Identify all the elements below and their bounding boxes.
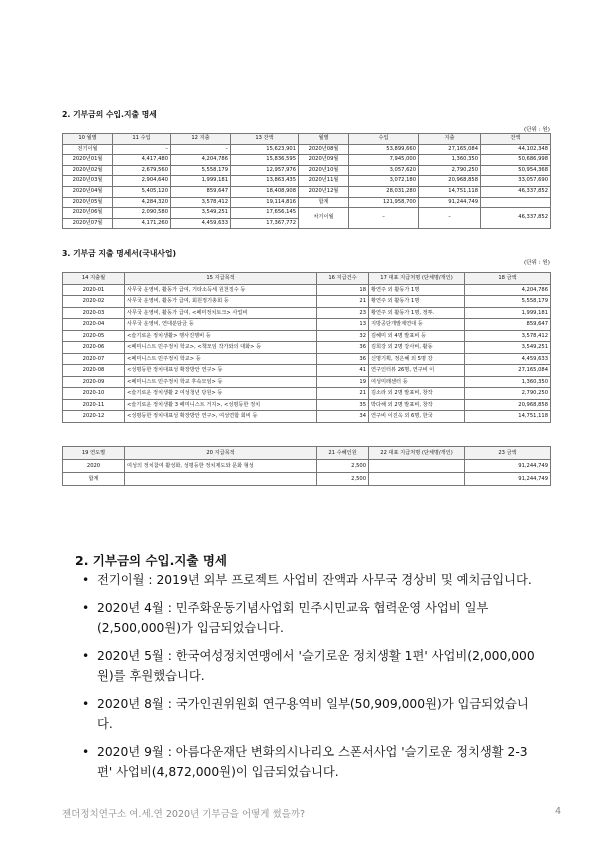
table-cell: 3,057,620 (349, 165, 419, 176)
table-cell: 사무국 운영비, 연대분담금 등 (125, 319, 317, 331)
table-cell: 2020년03월 (63, 176, 113, 187)
annual-summary-table (62, 446, 551, 486)
table-cell: 2020-01 (63, 284, 125, 296)
table-cell: – (113, 144, 171, 155)
carry-cell: – (419, 208, 481, 229)
table-cell: 2020년10월 (299, 165, 349, 176)
table-cell (369, 460, 465, 473)
table-cell: 19,114,816 (231, 197, 299, 208)
table-cell: 28,031,280 (349, 186, 419, 197)
table-cell: 50,686,998 (481, 155, 551, 166)
table-cell: 3,578,412 (465, 330, 551, 342)
table-cell: 여성의 정치참여 활성화, 성평등한 정치제도와 문화 형성 (125, 460, 317, 473)
table-cell: 3,578,412 (171, 197, 231, 208)
table-cell: 2020-02 (63, 296, 125, 308)
table-cell: 17,367,772 (231, 218, 299, 229)
table-cell: 4,417,480 (113, 155, 171, 166)
carry-balance: 46,337,852 (481, 208, 551, 229)
table-cell: 2020년06월 (63, 208, 113, 219)
table-cell: 15,623,901 (231, 144, 299, 155)
table-cell: 3,072,180 (349, 176, 419, 187)
table-cell: 지방공단개발제연대 등 (369, 319, 465, 331)
scanned-financial-statement (62, 100, 550, 512)
column-header: 18 금액 (465, 273, 551, 285)
table-cell: 황연주 외 활동가 1명 (369, 296, 465, 308)
table-cell: 44,102,348 (481, 144, 551, 155)
bullet-list (75, 570, 535, 790)
table-cell (369, 473, 465, 486)
table-cell: 18,408,908 (231, 186, 299, 197)
table-cell: <성평등한 정치대표성 확장방안 연구> 등 (125, 365, 317, 377)
table-cell: 1,360,350 (465, 376, 551, 388)
column-header: 13 잔액 (231, 134, 299, 145)
table-row (63, 353, 551, 365)
table-row (63, 460, 551, 473)
table-cell: 2020-03 (63, 307, 125, 319)
table-cell: 2020-08 (63, 365, 125, 377)
table-cell: 20,968,858 (465, 399, 551, 411)
column-header: 수입 (349, 134, 419, 145)
table-cell: 27,165,084 (465, 365, 551, 377)
total-row (63, 473, 551, 486)
section1-title: 2. 기부금의 수입.지출 명세 (62, 110, 157, 119)
table-row (63, 388, 551, 400)
table-cell: 27,165,084 (419, 144, 481, 155)
table-cell: 4,171,260 (113, 218, 171, 229)
table-cell: 91,244,749 (465, 473, 551, 486)
table-cell: 34 (317, 411, 369, 423)
table-cell: 황연주 외 활동가 1명, 정투. (369, 307, 465, 319)
table-cell: 35 (317, 399, 369, 411)
table-cell: 2020년04월 (63, 186, 113, 197)
bullet-item: • 2020년 8월 : 국가인권위원회 연구용역비 일부(50,909,000원)가 입금되었습니다. (75, 694, 535, 734)
table-cell: 여성미래센터 등 (369, 376, 465, 388)
table-cell: 연구인터뷰 26명, 연구비 이 (369, 365, 465, 377)
table-cell: 합계 (299, 197, 349, 208)
table-cell: 4,204,786 (465, 284, 551, 296)
table-cell: 20,968,858 (419, 176, 481, 187)
table-row (63, 197, 551, 208)
table-cell: <성평등한 정치대표성 확장방안 연구>, 여성연합 회비 등 (125, 411, 317, 423)
table-header-row (63, 447, 551, 460)
table-cell: 13 (317, 319, 369, 331)
table-cell (481, 197, 551, 208)
table-cell: 2020-09 (63, 376, 125, 388)
footer-text: 젠더정치연구소 여.세.연 2020년 기부금을 어떻게 썼을까? (62, 809, 306, 820)
table-cell: 14,751,118 (419, 186, 481, 197)
table-row (63, 319, 551, 331)
table-cell: 2020-12 (63, 411, 125, 423)
table-cell: 2020-07 (63, 353, 125, 365)
table-cell: 5,558,179 (171, 165, 231, 176)
table-cell: 신명기획, 정은혜 외 5명 강 (369, 353, 465, 365)
column-header: 19 연도별 (63, 447, 125, 460)
table-cell: 15,836,595 (231, 155, 299, 166)
table-row (63, 296, 551, 308)
table-cell: 859,647 (465, 319, 551, 331)
table-row (63, 186, 551, 197)
table-cell: 2,500 (317, 473, 369, 486)
table-cell: 1,360,350 (419, 155, 481, 166)
section2-title: 3. 기부금 지출 명세서(국내사업) (62, 249, 177, 258)
column-header: 14 지출월 (63, 273, 125, 285)
table-cell: 2,790,250 (419, 165, 481, 176)
bullet-item: • 2020년 4월 : 민주화운동기념사업회 민주시민교육 협력운영 사업비 일부 (2,500,000원)가 입금되었습니다. (75, 598, 535, 638)
table-cell: <슬기로운 정치생활 2 여성청년 당원> 등 (125, 388, 317, 400)
table-row (63, 165, 551, 176)
table-cell: <페미니스트 민주정치 학교> 등 (125, 353, 317, 365)
table-cell: 박다해 외 2명 발표비, 창작 (369, 399, 465, 411)
table-cell: 36 (317, 342, 369, 354)
table-cell: <페미니스트 민주정치 학교 후속모임> 등 (125, 376, 317, 388)
column-header: 월별 (299, 134, 349, 145)
bullet-item: • 2020년 9월 : 아름다운재단 변화의시나리오 스폰서사업 '슬기로운 정치생활 2-3편' 사업비(4,872,000원)이 입금되었습니다. (75, 742, 535, 782)
table-row (63, 365, 551, 377)
table-cell: 12,957,976 (231, 165, 299, 176)
column-header: 22 대표 지급처명 (단체명/개인) (369, 447, 465, 460)
table-cell: 2,790,250 (465, 388, 551, 400)
column-header: 잔액 (481, 134, 551, 145)
table-cell: 2020 (63, 460, 125, 473)
table-cell: 2020년01월 (63, 155, 113, 166)
table-cell: 연구비 이진옥 외 6명, 한국 (369, 411, 465, 423)
column-header: 23 금액 (465, 447, 551, 460)
monthly-income-expense-table (62, 133, 551, 229)
section2-unit: (단위 : 원) (523, 260, 550, 266)
table-row (63, 284, 551, 296)
table-cell: 2020년09월 (299, 155, 349, 166)
table-cell: 46,337,852 (481, 186, 551, 197)
table-row (63, 208, 551, 219)
table-row (63, 155, 551, 166)
table-cell: 2020년07월 (63, 218, 113, 229)
table-cell: 합계 (63, 473, 125, 486)
table-cell: 23 (317, 307, 369, 319)
carry-cell: – (349, 208, 419, 229)
table-cell: 2,679,560 (113, 165, 171, 176)
table-cell: 5,405,120 (113, 186, 171, 197)
table-row (63, 330, 551, 342)
table-cell: 53,899,660 (349, 144, 419, 155)
table-cell: 전기이월 (63, 144, 113, 155)
table-cell: 3,549,251 (465, 342, 551, 354)
table-cell: 859,647 (171, 186, 231, 197)
table-cell: 32 (317, 330, 369, 342)
column-header: 21 수혜인원 (317, 447, 369, 460)
table-row (63, 176, 551, 187)
table-cell: 17,656,145 (231, 208, 299, 219)
table-cell: 91,244,749 (419, 197, 481, 208)
table-cell: 4,459,633 (171, 218, 231, 229)
table-cell: 사무국 운영비, 활동가 급여, 기타소득세 원천징수 등 (125, 284, 317, 296)
table-cell (125, 473, 317, 486)
bullet-item: • 2020년 5월 : 한국여성정치연맹에서 '슬기로운 정치생활 1편' 사업비(2,000,000원)를 후원했습니다. (75, 646, 535, 686)
table-cell: 2020-05 (63, 330, 125, 342)
table-cell: 1,999,181 (465, 307, 551, 319)
table-cell: 사무국 운영비, 활동가 급여, 회원정기총회 등 (125, 296, 317, 308)
table-cell: 2020년11월 (299, 176, 349, 187)
table-cell: 2020-10 (63, 388, 125, 400)
column-header: 지출 (419, 134, 481, 145)
table-cell: 4,204,786 (171, 155, 231, 166)
table-row (63, 144, 551, 155)
page-number: 4 (555, 806, 562, 817)
table-cell: 121,958,700 (349, 197, 419, 208)
table-cell: – (171, 144, 231, 155)
column-header: 15 지급목적 (125, 273, 317, 285)
domestic-expense-table (62, 272, 551, 423)
table-cell: 13,863,435 (231, 176, 299, 187)
bullet-item: • 전기이월 : 2019년 외부 프로젝트 사업비 잔액과 사무국 경상비 및 예치금입니다. (75, 570, 535, 590)
table-cell: 7,945,000 (349, 155, 419, 166)
table-cell: 50,954,368 (481, 165, 551, 176)
table-cell: 3,549,251 (171, 208, 231, 219)
table-cell: 21 (317, 388, 369, 400)
table-cell: <페미니스트 민주정치 학교>, <책모임 작가와의 대화> 등 (125, 342, 317, 354)
table-cell: 2020-04 (63, 319, 125, 331)
table-row (63, 342, 551, 354)
table-cell: 2,904,640 (113, 176, 171, 187)
table-header-row (63, 273, 551, 285)
column-header: 12 지출 (171, 134, 231, 145)
table-cell: 18 (317, 284, 369, 296)
table-cell: 2020년05월 (63, 197, 113, 208)
column-header: 17 대표 지급처명 (단체명/개인) (369, 273, 465, 285)
column-header: 11 수입 (113, 134, 171, 145)
table-cell: 21 (317, 296, 369, 308)
table-cell: 36 (317, 353, 369, 365)
table-cell: 2,500 (317, 460, 369, 473)
table-cell: 41 (317, 365, 369, 377)
table-cell: 4,284,320 (113, 197, 171, 208)
table-cell: 91,244,749 (465, 460, 551, 473)
section-heading: 2. 기부금의 수입.지출 명세 (75, 553, 228, 568)
column-header: 16 지급건수 (317, 273, 369, 285)
table-cell: 2020-11 (63, 399, 125, 411)
table-cell: 14,751,118 (465, 411, 551, 423)
table-cell: 김소라 외 2명 발표비, 창작 (369, 388, 465, 400)
table-row (63, 399, 551, 411)
column-header: 20 지급목적 (125, 447, 317, 460)
table-row (63, 376, 551, 388)
carry-label: 차기이월 (299, 208, 349, 229)
table-cell: 2020년12월 (299, 186, 349, 197)
table-cell: 사무국 운영비, 활동가 급여, <페미정치토크> 사업비 (125, 307, 317, 319)
table-cell: 5,558,179 (465, 296, 551, 308)
column-header: 10 월별 (63, 134, 113, 145)
table-cell: <슬기로운 정치생활> 행사진행비 등 (125, 330, 317, 342)
table-cell: 황연주 외 활동가 1명 (369, 284, 465, 296)
table-cell: 2020-06 (63, 342, 125, 354)
table-cell: 2020년08월 (299, 144, 349, 155)
table-cell: 19 (317, 376, 369, 388)
table-cell: 김혜미 외 4명 발표비 등 (369, 330, 465, 342)
table-cell: 1,999,181 (171, 176, 231, 187)
table-cell: 4,459,633 (465, 353, 551, 365)
table-cell: 33,057,690 (481, 176, 551, 187)
table-row (63, 411, 551, 423)
table-cell: 김희강 외 2명 강사비, 활동 (369, 342, 465, 354)
table-cell: 2,090,580 (113, 208, 171, 219)
table-row (63, 307, 551, 319)
table-cell: <슬기로운 정치생활 3 페미니스트 거지>, <성평등한 정치 (125, 399, 317, 411)
table-cell: 2020년02월 (63, 165, 113, 176)
section1-unit: (단위 : 원) (523, 127, 550, 133)
table-header-row (63, 134, 551, 145)
